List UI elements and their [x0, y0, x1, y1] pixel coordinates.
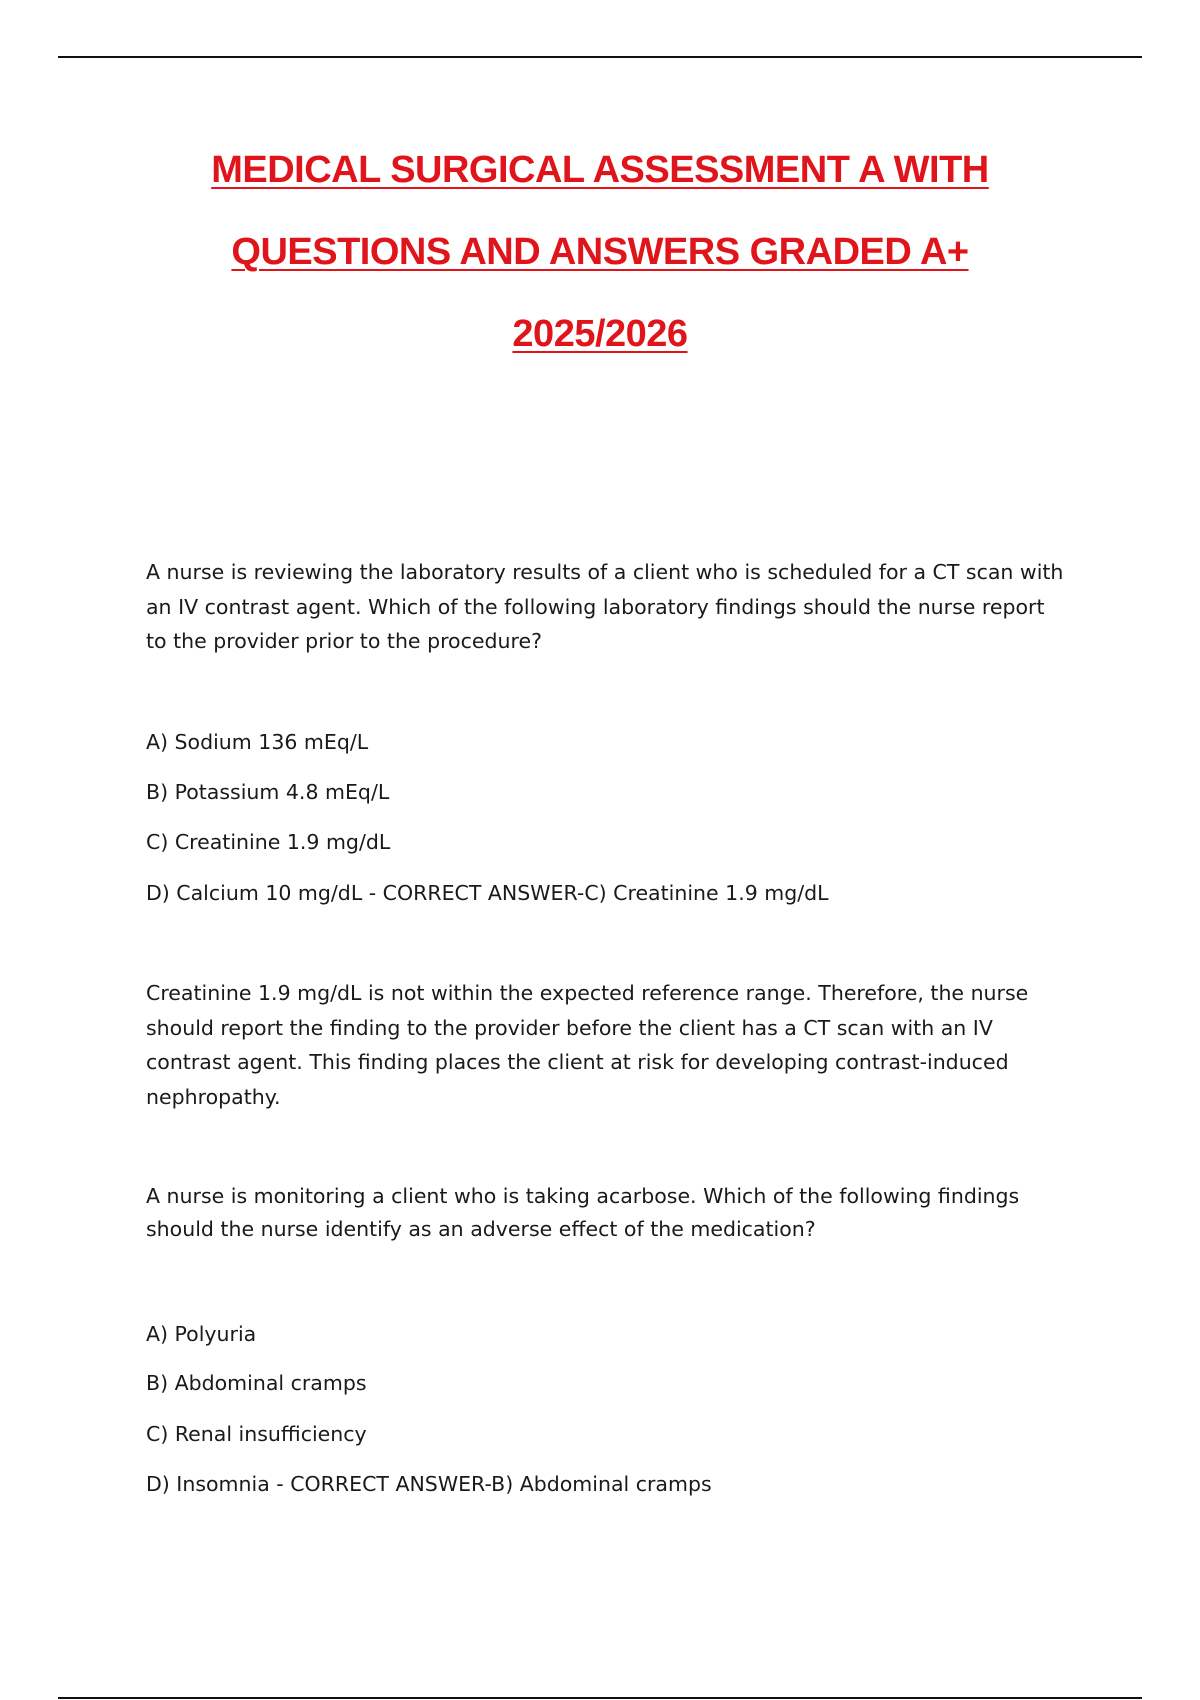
title-line-3: 2025/2026 — [512, 313, 688, 355]
header-rule — [58, 56, 1142, 58]
question-1-text: A nurse is reviewing the laboratory results of a client who is scheduled for a CT scan with an IV contrast agent. Which of the following laboratory findings should the nurse report to the provider prior to the procedure? — [146, 560, 1064, 653]
title-line-2: QUESTIONS AND ANSWERS GRADED A+ — [231, 231, 969, 273]
question-2-text: A nurse is monitoring a client who is taking acarbose. Which of the following findings should the nurse identify as an adverse effect of the medication? — [146, 1184, 1020, 1241]
question-2-option-d-answer: D) Insomnia - CORRECT ANSWER-B) Abdominal cramps — [146, 1472, 712, 1496]
question-1-option-d-answer: D) Calcium 10 mg/dL - CORRECT ANSWER-C) Creatinine 1.9 mg/dL — [146, 881, 829, 905]
question-2-option-a: A) Polyuria — [146, 1322, 257, 1346]
title-line-1: MEDICAL SURGICAL ASSESSMENT A WITH — [211, 149, 989, 191]
question-1-option-c: C) Creatinine 1.9 mg/dL — [146, 830, 391, 854]
question-2-option-b: B) Abdominal cramps — [146, 1371, 367, 1395]
document-title — [0, 140, 1200, 386]
question-1-option-a: A) Sodium 136 mEq/L — [146, 730, 369, 754]
footer-rule — [58, 1697, 1142, 1699]
question-1-rationale: Creatinine 1.9 mg/dL is not within the expected reference range. Therefore, the nurse should report the finding to the provider before the client has a CT scan with an IV contrast agent. This finding places the client at risk for developing contrast-induced nephropathy. — [146, 981, 1029, 1109]
question-1-option-b: B) Potassium 4.8 mEq/L — [146, 780, 390, 804]
question-2-option-c: C) Renal insufficiency — [146, 1422, 367, 1446]
